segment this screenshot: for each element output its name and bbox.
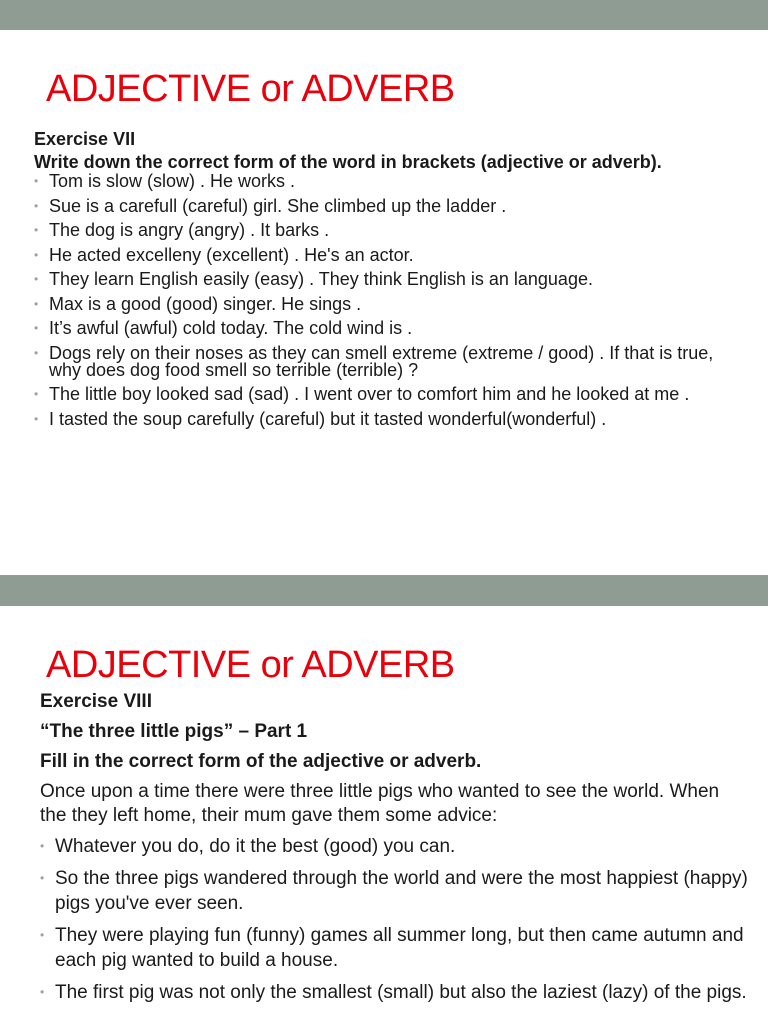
list-item: • So the three pigs wandered through the world and were the most happiest (happy) pigs you've ever seen. xyxy=(40,866,750,916)
intro-paragraph: Once upon a time there were three little pigs who wanted to see the world. When the they left home, their mum gave them some advice: xyxy=(40,781,720,826)
list-item: • The dog is angry (angry) . It barks . xyxy=(34,222,734,239)
list-item: • They learn English easily (easy) . They think English is an language. xyxy=(34,271,734,288)
list-item: • They were playing fun (funny) games all summer long, but then came autumn and each pig wanted to build a house. xyxy=(40,923,750,973)
list-item: • Dogs rely on their noses as they can smell extreme (extreme / good) . If that is true, why does dog food smell so terrible (terrible) ? xyxy=(34,345,734,379)
slide-title: ADJECTIVE or ADVERB xyxy=(46,68,455,110)
slide-title: ADJECTIVE or ADVERB xyxy=(46,644,455,686)
list-item: • Tom is slow (slow) . He works . xyxy=(34,173,734,190)
slide-exercise-8 xyxy=(0,606,768,1024)
list-item: • I tasted the soup carefully (careful) but it tasted wonderful(wonderful) . xyxy=(34,411,734,428)
list-item: • Whatever you do, do it the best (good) you can. xyxy=(40,834,750,859)
exercise-list xyxy=(40,834,750,1005)
slide-exercise-7 xyxy=(0,30,768,575)
list-item: • The little boy looked sad (sad) . I went over to comfort him and he looked at me . xyxy=(34,386,734,403)
exercise-instruction: Fill in the correct form of the adjective or adverb. xyxy=(40,751,482,772)
slide-body xyxy=(34,128,734,435)
list-item: • Max is a good (good) singer. He sings . xyxy=(34,296,734,313)
separator-band xyxy=(0,575,768,606)
list-item: • The first pig was not only the smallest (small) but also the laziest (lazy) of the pigs. xyxy=(40,980,750,1005)
list-item: • Sue is a carefull (careful) girl. She climbed up the ladder . xyxy=(34,198,734,215)
list-item: • He acted excelleny (excellent) . He's an actor. xyxy=(34,247,734,264)
exercise-instruction: Write down the correct form of the word in brackets (adjective or adverb). xyxy=(34,152,662,172)
exercise-subtitle: “The three little pigs” – Part 1 xyxy=(40,721,308,742)
exercise-heading: Exercise VIII xyxy=(40,691,152,712)
exercise-heading: Exercise VII xyxy=(34,129,136,149)
top-band xyxy=(0,0,768,30)
list-item: • It’s awful (awful) cold today. The cold wind is . xyxy=(34,320,734,337)
slide-body xyxy=(40,690,750,1012)
exercise-list xyxy=(34,173,734,428)
